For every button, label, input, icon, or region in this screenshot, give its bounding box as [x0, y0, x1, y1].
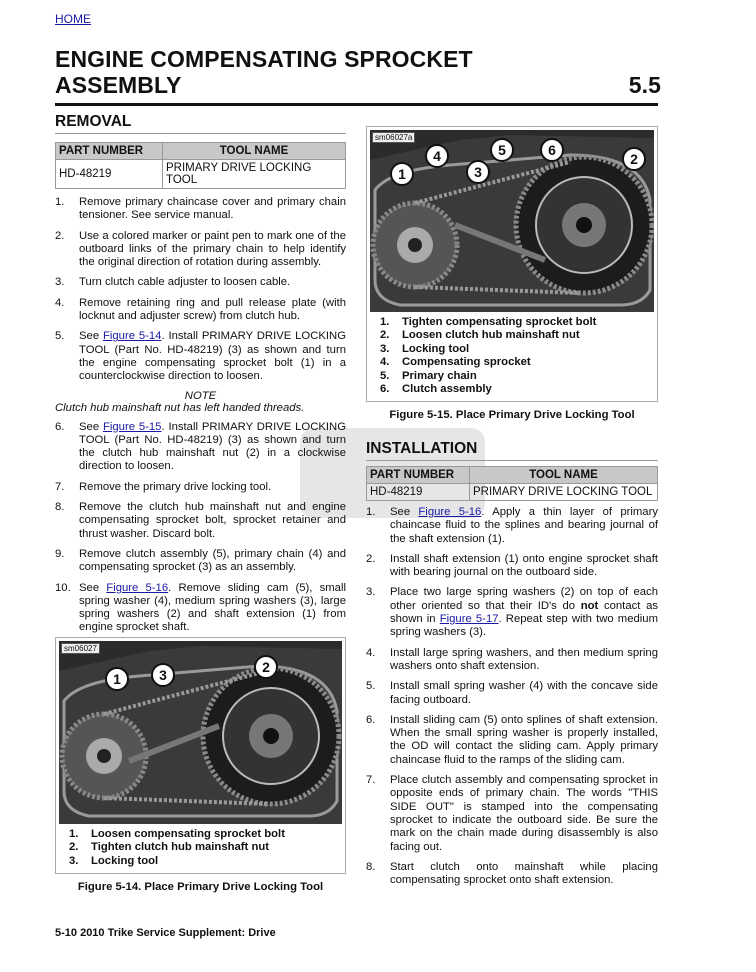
step-number: 6.: [55, 420, 65, 433]
legend-number: 5.: [380, 369, 390, 382]
step-number: 2.: [55, 229, 65, 242]
section-number: 5.5: [628, 72, 661, 98]
step-text: . Repeat step with two medium spring washers (3).: [390, 613, 658, 639]
step-number: 4.: [366, 646, 376, 659]
list-item: [55, 196, 346, 223]
step-text: Remove retaining ring and pull release plate (with locknut and adjuster screw) from clutch hub.: [79, 296, 346, 323]
tool-name-cell: PRIMARY DRIVE LOCKING TOOL: [163, 160, 346, 189]
step-number: 2.: [366, 552, 376, 565]
list-item: [366, 586, 658, 639]
list-item: [366, 714, 658, 767]
legend-text: Tighten clutch hub mainshaft nut: [91, 841, 270, 854]
step-text: contact as shown in: [390, 599, 658, 626]
callout-1: 1: [390, 162, 414, 186]
list-item: [55, 548, 346, 575]
step-text: See: [79, 420, 103, 433]
step-text: Install sliding cam (5) onto splines of shaft extension. When the small spring washer is properly installed, the OD will contact the sliding cam. Apply primary chaincase fluid to the ramps of the sliding cam.: [390, 713, 658, 766]
legend-item: [380, 370, 654, 383]
installation-tool-table: [366, 466, 658, 501]
removal-heading: REMOVAL: [55, 113, 346, 134]
callout-2: 2: [254, 655, 278, 679]
figure-legend: [59, 828, 342, 868]
callout-3: 3: [151, 663, 175, 687]
step-text: Place clutch assembly and compensating sprocket in opposite ends of primary chain. The words "THIS SIDE OUT" is stamped into the compensating sprocket to indicate the outboard side. Be sure the mark on the chain made during disassembly is also facing out.: [390, 774, 658, 853]
step-text: . Apply a thin layer of primary chaincase fluid to the splines and bearing journal of the shaft extension (1).: [390, 506, 658, 545]
figure-5-16-link[interactable]: Figure 5-16: [418, 506, 482, 518]
legend-text: Locking tool: [402, 342, 470, 355]
callout-4: 4: [425, 144, 449, 168]
figure-5-17-link[interactable]: Figure 5-17: [439, 613, 499, 626]
tool-name-cell: PRIMARY DRIVE LOCKING TOOL: [470, 484, 658, 501]
legend-text: Tighten compensating sprocket bolt: [402, 316, 597, 328]
list-item: [366, 553, 658, 580]
step-number: 9.: [55, 547, 65, 560]
list-item: [55, 297, 346, 324]
legend-item: [69, 841, 342, 854]
list-item: [55, 330, 346, 383]
figure-caption: Figure 5-15. Place Primary Drive Locking Tool: [389, 409, 635, 422]
figure-tag: sm06027a: [372, 132, 415, 143]
step-text: Start clutch onto mainshaft while placing compensating sprocket onto shaft extension.: [390, 860, 658, 887]
step-number: 1.: [55, 196, 65, 208]
table-row: [56, 160, 346, 189]
step-number: 3.: [366, 586, 376, 599]
installation-section: [366, 440, 658, 887]
step-number: 6.: [366, 713, 376, 726]
step-number: 7.: [366, 774, 376, 787]
page-title-line2: ASSEMBLY: [55, 72, 182, 98]
legend-item: [380, 343, 654, 356]
list-item: [366, 506, 658, 546]
legend-text: Loosen compensating sprocket bolt: [91, 828, 285, 840]
legend-number: 6.: [380, 383, 390, 396]
step-number: 5.: [366, 680, 376, 693]
table-row: [367, 484, 658, 501]
list-item: [55, 501, 346, 541]
removal-steps: [55, 196, 346, 384]
list-item: [366, 861, 658, 888]
installation-heading: INSTALLATION: [366, 440, 658, 461]
home-link[interactable]: HOME: [55, 12, 91, 26]
legend-text: Clutch assembly: [402, 383, 492, 396]
step-number: 8.: [366, 860, 376, 873]
removal-section: [55, 113, 346, 635]
callout-5: 5: [490, 138, 514, 162]
list-item: [55, 481, 346, 494]
page-title-line1: ENGINE COMPENSATING SPROCKET: [55, 46, 473, 72]
figure-legend: [370, 316, 654, 396]
figure-caption: Figure 5-14. Place Primary Drive Locking Tool: [77, 881, 324, 894]
figure-5-16-link[interactable]: Figure 5-16: [106, 581, 169, 594]
step-text: See: [79, 330, 103, 343]
column-header: TOOL NAME: [470, 467, 658, 484]
step-text: . Install PRIMARY DRIVE LOCKING TOOL (Part No. HD-48219) (3) as shown and turn the engine compensating sprocket bolt (1) in a counterclockwise direction to loosen.: [79, 330, 346, 383]
legend-text: Locking tool: [91, 854, 159, 867]
legend-item: [380, 329, 654, 342]
list-item: [366, 680, 658, 707]
part-number-cell: HD-48219: [56, 160, 163, 189]
column-header: PART NUMBER: [367, 467, 470, 484]
legend-item: [380, 316, 654, 329]
figure-5-14: [55, 637, 346, 893]
step-number: 8.: [55, 501, 65, 514]
part-number-cell: HD-48219: [367, 484, 470, 501]
legend-item: [380, 383, 654, 396]
legend-item: [69, 855, 342, 868]
step-text: See: [390, 506, 419, 518]
step-number: 10.: [55, 581, 71, 594]
table-header-row: [56, 143, 346, 160]
page-title: [55, 46, 661, 98]
step-number: 1.: [366, 506, 376, 518]
figure-5-15-link[interactable]: Figure 5-15: [102, 420, 162, 433]
engine-photo: [59, 641, 342, 824]
column-header: TOOL NAME: [163, 143, 346, 160]
removal-steps-continued: [55, 421, 346, 635]
legend-number: 3.: [380, 342, 390, 355]
installation-steps: [366, 506, 658, 887]
engine-illustration: [59, 641, 342, 824]
title-divider: [55, 103, 658, 106]
step-text: Install shaft extension (1) onto engine sprocket shaft with bearing journal on the outboard side.: [390, 552, 658, 579]
step-text: Use a colored marker or paint pen to mark one of the outboard links of the primary chain to help identify the original direction of rotation during assembly.: [79, 229, 346, 269]
removal-tool-table: [55, 142, 346, 189]
figure-frame: [55, 637, 346, 874]
legend-text: Loosen clutch hub mainshaft nut: [402, 329, 580, 342]
legend-text: Primary chain: [402, 369, 477, 382]
step-text: Turn clutch cable adjuster to loosen cable.: [79, 276, 291, 289]
emphasis-text: not: [580, 599, 599, 612]
callout-6: 6: [540, 138, 564, 162]
legend-number: 3.: [69, 854, 79, 867]
legend-number: 1.: [380, 316, 390, 328]
figure-5-14-link[interactable]: Figure 5-14: [102, 330, 162, 343]
callout-1: 1: [105, 667, 129, 691]
legend-number: 4.: [380, 356, 390, 369]
step-number: 4.: [55, 296, 65, 309]
figure-frame: [366, 126, 658, 402]
legend-number: 2.: [69, 841, 79, 854]
step-number: 7.: [55, 480, 65, 493]
step-text: . Install PRIMARY DRIVE LOCKING TOOL (Part No. HD-48219) (3) as shown and turn the clutch hub mainshaft nut (2) in a clockwise direction to loosen.: [79, 420, 346, 473]
legend-item: [69, 828, 342, 841]
engine-illustration: [370, 130, 654, 312]
list-item: [366, 774, 658, 854]
list-item: [366, 647, 658, 674]
step-text: See: [79, 581, 107, 594]
callout-3: 3: [466, 160, 490, 184]
page-footer: 5-10 2010 Trike Service Supplement: Drive: [55, 927, 276, 939]
step-text: Remove clutch assembly (5), primary chain (4) and compensating sprocket (3) as an assembly.: [79, 547, 346, 574]
note-title: NOTE: [184, 389, 217, 402]
figure-tag: sm06027: [61, 643, 100, 654]
step-text: Remove primary chaincase cover and primary chain tensioner. See service manual.: [79, 196, 346, 222]
legend-number: 2.: [380, 329, 390, 342]
step-number: 5.: [55, 330, 65, 343]
list-item: [55, 230, 346, 270]
note-body: Clutch hub mainshaft nut has left handed threads.: [55, 401, 305, 414]
step-text: Remove the primary drive locking tool.: [79, 480, 272, 493]
figure-5-15: [366, 126, 658, 421]
step-text: Install small spring washer (4) with the concave side facing outboard.: [390, 680, 658, 706]
list-item: [55, 276, 346, 289]
step-text: Place two large spring washers (2) on top of each other oriented so that their ID's do: [390, 586, 658, 612]
legend-text: Compensating sprocket: [402, 356, 531, 369]
list-item: [55, 421, 346, 474]
legend-number: 1.: [69, 828, 79, 840]
step-number: 3.: [55, 276, 65, 289]
table-header-row: [367, 467, 658, 484]
step-text: Remove the clutch hub mainshaft nut and engine compensating sprocket bolt, sprocket retainer and thrust washer. Discard bolt.: [79, 501, 346, 540]
list-item: [55, 582, 346, 635]
step-text: . Remove sliding cam (5), small spring washer (4), medium spring washers (3), large spring washers (2) and shaft extension (1) from engine sprocket shaft.: [79, 581, 346, 634]
column-header: PART NUMBER: [56, 143, 163, 160]
step-text: Install large spring washers, and then medium spring washers onto shaft extension.: [390, 646, 658, 672]
callout-2: 2: [622, 147, 646, 171]
engine-photo: [370, 130, 654, 312]
legend-item: [380, 356, 654, 369]
